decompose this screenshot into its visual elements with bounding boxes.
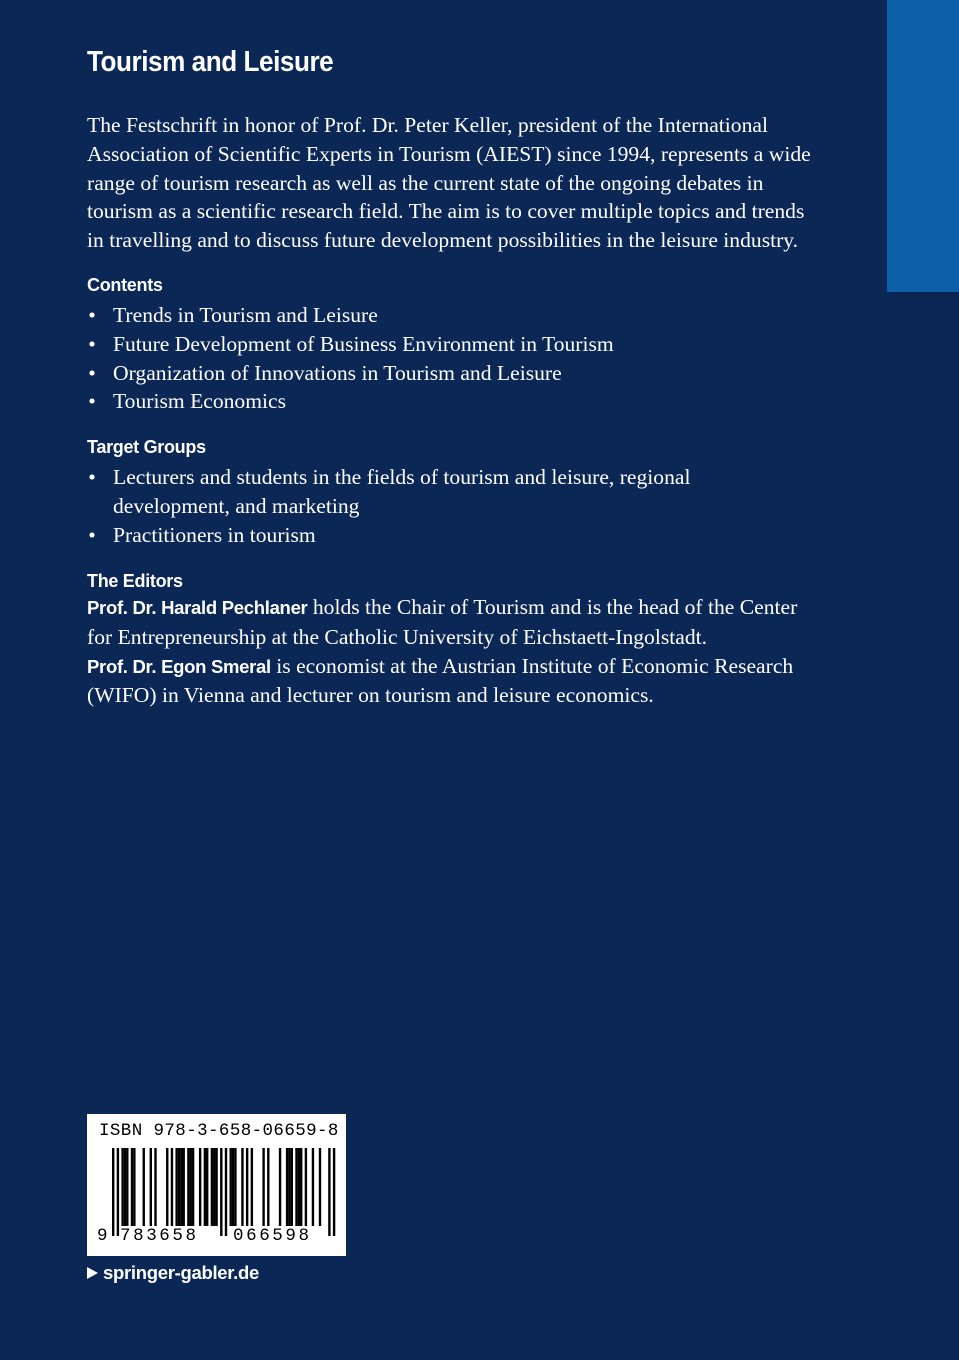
bullet-icon: • [88,303,96,327]
list-item [87,521,747,550]
barcode-bar [319,1148,321,1226]
target-groups-section [87,435,747,549]
list-item [87,387,827,416]
contents-list [87,301,827,416]
list-item [87,463,747,521]
barcode-bar [154,1148,156,1226]
barcode-bar [211,1148,213,1226]
barcode-bar [246,1148,248,1226]
editor-name: Prof. Dr. Egon Smeral [87,655,271,677]
barcode-bar [232,1148,234,1226]
list-item-text: Trends in Tourism and Leisure [113,303,378,327]
barcode-bar [117,1148,119,1236]
barcode-bar [291,1148,293,1226]
editors-heading: The Editors [87,571,183,591]
editor-bio-text: holds the Chair of Tourism and is the head of the Center for Entrepreneurship at the Catholic University of Eichstaett-Ingolstadt. [87,595,798,649]
barcode-bar [305,1148,307,1226]
barcode-bar [234,1148,236,1226]
contents-heading: Contents [87,275,163,295]
barcode-bar [180,1148,182,1226]
barcode-bar [333,1148,335,1236]
book-blurb: The Festschrift in honor of Prof. Dr. Peter Keller, president of the International Association of Scientific Experts in Tourism (AIEST) since 1994, represents a wide range of tourism research as well as the current state of the ongoing debates in tourism as a scientific research field. The aim is to cover multiple topics and trends in travelling and to discuss future development possibilities in the leisure industry. [87,113,811,253]
barcode-bar [192,1148,194,1226]
barcode-bar [204,1148,206,1226]
barcode-bar [288,1148,290,1226]
website-text: springer-gabler.de [103,1262,260,1283]
isbn-label: ISBN 978-3-658-06659-8 [99,1121,339,1141]
list-item-text: Practitioners in tourism [113,522,316,547]
barcode-bar [143,1148,145,1226]
editors-section [87,569,812,710]
accent-strip [887,0,959,292]
barcode-bar [215,1148,217,1226]
barcode-bar [178,1148,180,1226]
barcode-bar [171,1148,173,1226]
barcode-bar [230,1148,232,1226]
barcode-bar [298,1148,300,1226]
list-item-text: Lecturers and students in the fields of tourism and leisure, regional development, and marketing [113,465,691,518]
barcode-bar [133,1148,135,1226]
barcode-bar [187,1148,189,1226]
barcode-bar [328,1148,330,1236]
list-item [87,359,827,388]
barcode-bar [225,1148,227,1236]
editor-name: Prof. Dr. Harald Pechlaner [87,597,308,618]
bullet-icon: • [88,360,96,385]
list-item-text: Organization of Innovations in Tourism and Leisure [113,360,562,385]
contents-section [87,273,827,416]
barcode-bar [251,1148,253,1226]
barcode-bar [150,1148,152,1226]
barcode-bar [199,1148,201,1226]
barcode-bar [166,1148,168,1226]
barcode-bar [183,1148,185,1226]
editor-bio [87,652,812,711]
barcode-bar [312,1148,314,1226]
barcode-bar [267,1148,269,1226]
barcode-bar [206,1148,208,1226]
list-item [87,301,827,330]
barcode-bar [124,1148,126,1226]
barcode-left-digits: 783658 [120,1226,199,1246]
barcode-bar [286,1148,288,1226]
barcode-bar [121,1148,123,1226]
list-item-text: Tourism Economics [113,389,287,414]
barcode-bar [262,1148,264,1226]
editor-bio-text: is economist at the Austrian Institute of Economic Research (WIFO) in Vienna and lecturer on tourism and leisure economics. [87,653,794,708]
barcode-bar [213,1148,215,1226]
book-title: Tourism and Leisure [87,46,334,78]
list-item-text: Future Development of Business Environment in Tourism [113,331,614,356]
isbn-barcode [87,1114,346,1256]
barcode-bar [241,1148,243,1226]
bullet-icon: • [88,389,96,414]
barcode-bar [112,1148,114,1236]
bullet-icon: • [88,465,96,489]
barcode-first-digit: 9 [97,1226,108,1246]
barcode-bar [175,1148,177,1226]
barcode-bar [220,1148,222,1236]
barcode-right-digits: 066598 [233,1226,312,1246]
bullet-icon: • [88,522,96,547]
list-item [87,330,827,359]
barcode-bar [300,1148,302,1226]
publisher-website[interactable] [87,1262,259,1284]
bullet-icon: • [88,331,96,356]
barcode-bar [126,1148,128,1226]
barcode-bar [279,1148,281,1226]
arrow-right-icon [87,1267,98,1279]
barcode-bar [295,1148,297,1226]
target-groups-heading: Target Groups [87,437,206,457]
barcode-bar [131,1148,133,1226]
barcode-bar [190,1148,192,1226]
target-groups-list [87,463,747,549]
editor-bio [87,593,812,652]
